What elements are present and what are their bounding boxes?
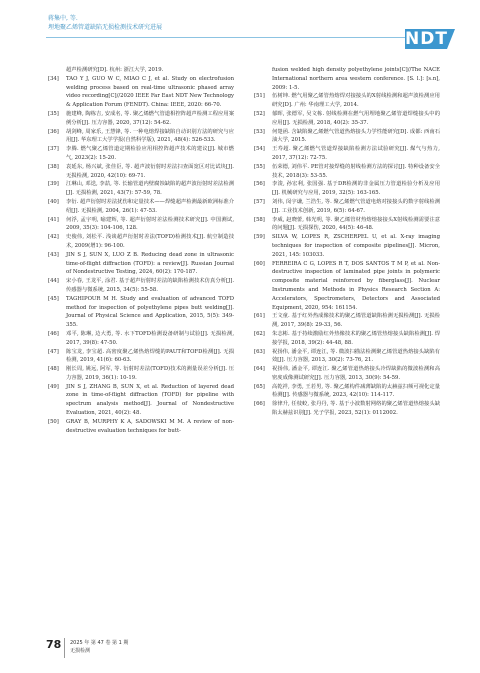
reference-text: 李浚, 孙宏利, 张国强. 基于DR检测的非金属压力管道检验分析及应用[J]. 机械研究与应用, 2019, 32(5): 163-165. bbox=[272, 181, 440, 197]
reference-number: [64] bbox=[254, 366, 265, 373]
reference-number: [44] bbox=[48, 278, 59, 285]
reference-entry bbox=[48, 365, 234, 383]
references-right-column bbox=[254, 66, 440, 418]
reference-text: 何浮, 孟宇明, 喻建辉, 等. 超声衍射时差法检测技术研究[J]. 中国测试, 2009, 35(3): 104-106, 128. bbox=[66, 216, 234, 232]
reference-entry bbox=[254, 66, 440, 92]
reference-entry bbox=[48, 180, 234, 198]
reference-text: 超声检测研究[D]. 杭州: 浙江大学, 2019. bbox=[66, 67, 164, 73]
reference-text: fusion welded high density polyethylene joints[C]//The NACE International northern area western conference. [S. l.]: [s.n], 2009: 1-5. bbox=[272, 67, 440, 91]
reference-number: [35] bbox=[48, 110, 59, 117]
reference-entry bbox=[48, 295, 234, 330]
reference-entry bbox=[254, 365, 440, 383]
reference-number: [61] bbox=[254, 313, 265, 320]
reference-number: [36] bbox=[48, 128, 59, 135]
header-divider bbox=[46, 37, 408, 38]
reference-text: 王文童. 基于红外热成像技术的聚乙烯管道缺陷检测无损检测[J]. 无损检测, 2017, 39(8): 29-33, 56. bbox=[272, 313, 440, 329]
reference-text: 陈宝龙, 李宝超. 高密度聚乙烯热熔焊缝的PAUT和TOFD检测[J]. 无损检测, 2019, 41(6): 60-63. bbox=[66, 348, 234, 364]
reference-entry bbox=[48, 198, 234, 216]
reference-entry bbox=[254, 260, 440, 313]
reference-text: 徐律升, 任枝蛟, 张丹丹, 等. 基于小波数射网络的聚乙烯管道热熔接头缺陷太赫兹识别[J]. 光子学报, 2023, 52(1): 0112002. bbox=[272, 401, 440, 417]
reference-entry bbox=[48, 145, 234, 163]
reference-text: 王寿超. 聚乙烯燃气管道焊接缺陷检测方法试验研究[J]. 煤气与热力, 2017, 37(12): 72-75. bbox=[272, 146, 440, 161]
reference-text: 邓平, 陈琳, 边大勇, 等. 水下TOFD检测设备研制与试验[J]. 无损检测, 2017, 39(8): 47-50. bbox=[66, 330, 234, 346]
reference-entry bbox=[48, 75, 234, 110]
reference-text: JIN S J, ZHANG B, SUN X, et al. Reduction of layered dead zone in time-of-flight diffraction (TOFD) for pipeline with spectrum analysis method[J]. Journal of Nondestructive Evaluation, 2021, 40(2): 48. bbox=[66, 383, 234, 417]
reference-text: 刚长周, 姚远, 阿军, 等. 衍射时差法(TOFD)技术的测量误差分析[J]. 压力容器, 2019, 36(1): 10-19. bbox=[66, 366, 234, 381]
footer-divider bbox=[64, 638, 65, 658]
reference-number: [56] bbox=[254, 181, 265, 188]
reference-entry bbox=[48, 163, 234, 181]
reference-text: 祝扬伟, 潘金平, 谭连江. 聚乙烯管道热熔接头冷焊缺陷的微波检测和高密度成像测试研究[J]. 压力容器, 2013, 30(9): 54-59. bbox=[272, 366, 440, 381]
reference-number: [43] bbox=[48, 251, 59, 258]
reference-number: [45] bbox=[48, 295, 59, 302]
reference-entry bbox=[48, 233, 234, 251]
reference-entry bbox=[48, 128, 234, 146]
reference-entry bbox=[254, 312, 440, 330]
reference-number: [62] bbox=[254, 330, 265, 337]
reference-entry bbox=[254, 330, 440, 348]
reference-entry bbox=[254, 348, 440, 366]
reference-number: [50] bbox=[48, 418, 59, 425]
reference-number: [47] bbox=[48, 348, 59, 355]
reference-entry bbox=[254, 383, 440, 401]
reference-number: [60] bbox=[254, 260, 265, 267]
reference-text: TAGHIPOUR M H. Study and evaluation of advanced TOFD method for inspection of polyethylene pipes butt welding[J]. Journal of Physical Science and Application, 2015, 5(5): 349-355. bbox=[66, 295, 234, 329]
reference-number: [49] bbox=[48, 383, 59, 390]
reference-number: [46] bbox=[48, 330, 59, 337]
reference-entry bbox=[48, 251, 234, 277]
reference-text: 刘伟, 闵宇谦, 兰浩生, 等. 聚乙烯燃气管道电熔对接接头的数字射线检测[J]. 工业技术创新, 2019, 6(5): 64-67. bbox=[272, 198, 440, 214]
reference-number: [41] bbox=[48, 216, 59, 223]
reference-number: [37] bbox=[48, 146, 59, 153]
reference-entry bbox=[48, 330, 234, 348]
reference-entry bbox=[254, 180, 440, 198]
reference-text: 高乾祥, 李勇, 王若男, 等. 聚乙烯构件减薄缺陷的太赫兹扫频可视化定量检测[J]. 传感器与微系统, 2023, 42(10): 114-117. bbox=[272, 383, 440, 399]
reference-text: 伍树坤. 燃气用聚乙烯管热熔焊对接接头的X射线检测和超声波检测应用研究[D]. 广州: 华南理工大学, 2014. bbox=[272, 93, 440, 109]
reference-number: [34] bbox=[48, 75, 59, 82]
page-header bbox=[0, 0, 480, 66]
reference-text: 李威, 赵晓蕾, 韩光明, 等. 聚乙烯管材热熔熔接接头X射线检测需要注意的问题[J]. 无损探伤, 2020, 44(5): 46-48. bbox=[272, 216, 440, 232]
reference-text: 宋小春, 王龙平, 涂君. 基于超声衍射时差法的缺陷检测技术仿真分析[J]. 传感器与微系统, 2015, 34(5): 55-58. bbox=[66, 278, 234, 293]
reference-number: [63] bbox=[254, 348, 265, 355]
reference-entry bbox=[254, 216, 440, 234]
header-title: 埋地聚乙烯管道缺陷无损检测技术研究进展 bbox=[48, 24, 163, 31]
journal-issue: 2025 年 第 47 卷 第 1 期 bbox=[70, 640, 129, 646]
reference-entry bbox=[254, 163, 440, 181]
reference-number: [39] bbox=[48, 181, 59, 188]
reference-entry bbox=[48, 418, 234, 436]
reference-number: [51] bbox=[254, 93, 265, 100]
reference-entry bbox=[48, 277, 234, 295]
reference-entry bbox=[48, 216, 234, 234]
reference-number: [57] bbox=[254, 198, 265, 205]
reference-number: [48] bbox=[48, 366, 59, 373]
reference-text: 胡剑峰, 周家乐, 王慧锋, 等. 一种电熔焊接缺陷自动识别方法的研究与应用[J]. 华东理工大学学报(自然科学版), 2021, 48(4): 526-533. bbox=[66, 128, 234, 144]
reference-entry bbox=[48, 66, 234, 75]
ndt-logo: NDT bbox=[405, 29, 448, 49]
reference-text: 何楚函. 含缺陷聚乙烯燃气管道热熔接头力学性能研究[D]. 成都: 西南石油大学, 2015. bbox=[272, 128, 440, 144]
reference-text: SILVA W, LOPES R, ZSCHERPEL U, et al. X-ray imaging techniques for inspection of composite pipelines[J]. Micron, 2021, 145: 103033. bbox=[272, 234, 440, 258]
reference-number: [38] bbox=[48, 163, 59, 170]
reference-text: 袁延东, 杨兴斌, 张佳臣, 等. 超声波衍射时差法扫查面宽区对比试块[J]. 无损检测, 2020, 42(10): 69-71. bbox=[66, 163, 234, 179]
references-left-column bbox=[48, 66, 234, 435]
reference-text: JIN S J, SUN X, LUO Z B. Reducing dead zone in ultrasonic time-of-flight diffraction (TOFD): a review[J]. Russian Journal of Nondestructive Testing, 2024, 60(2): 170-187. bbox=[66, 251, 234, 276]
reference-entry bbox=[48, 348, 234, 366]
running-header bbox=[48, 14, 162, 32]
reference-text: 朱志彬. 基于持续激励红外热像技术的聚乙烯管热熔接头缺陷检测[J]. 焊接学报, 2018, 39(2): 44-48, 88. bbox=[272, 330, 440, 346]
reference-entry bbox=[254, 128, 440, 146]
reference-text: 施建峰, 陶栋吉, 安成名, 等. 聚乙烯燃气管道相控阵超声检测工程应用案例分析[J]. 压力容器, 2020, 37(12): 54-62. bbox=[66, 110, 234, 126]
reference-text: 祝扬伟, 潘金平, 谭连江, 等. 微波扫描法检测聚乙烯管道热熔接头缺陷有效[J]. 压力容器, 2013, 30(2): 73-76, 21. bbox=[272, 348, 440, 364]
reference-text: 史俊伟, 刘松平. 浅谈超声衍射时差法(TOFD)检测技术[J]. 航空制造技术, 2009(增1): 96-100. bbox=[66, 234, 234, 249]
header-authors: 蒋集中, 等. bbox=[48, 15, 78, 22]
reference-entry bbox=[254, 198, 440, 216]
reference-number: [53] bbox=[254, 128, 265, 135]
reference-entry bbox=[254, 400, 440, 418]
reference-entry bbox=[254, 233, 440, 259]
reference-text: 江琳山, 邓迭, 李喆, 等. 长输管道内壁腐蚀缺陷的超声波衍射时差法检测[J]. 无损检测, 2021, 43(7): 57-59, 78. bbox=[66, 181, 234, 197]
reference-entry bbox=[254, 92, 440, 110]
reference-entry bbox=[48, 383, 234, 418]
reference-number: [42] bbox=[48, 234, 59, 241]
page-number: 78 bbox=[46, 638, 62, 651]
journal-name: 无损检测 bbox=[70, 648, 91, 654]
journal-info bbox=[70, 639, 128, 655]
reference-number: [66] bbox=[254, 401, 265, 408]
reference-number: [52] bbox=[254, 110, 265, 117]
reference-text: FERREIRA C G, LOPES R T, DOS SANTOS T M P, et al. Non-destructive inspection of laminated pipe joints in polymeric composite material reinforced by fiberglass[J]. Nuclear Instruments and Methods in Physics Research Section A: Accelerators, Spectrometers, Detectors and Associated Equipment, 2020, 954: 161154. bbox=[272, 260, 440, 311]
reference-number: [40] bbox=[48, 198, 59, 205]
reference-number: [55] bbox=[254, 163, 265, 170]
reference-number: [65] bbox=[254, 383, 265, 390]
reference-text: 郁晖, 张德军, 吴文栋. 射线检测在燃气用埋地聚乙烯管道焊缝接头中的应用[J]. 无损检测, 2018, 40(2): 35-37. bbox=[272, 110, 440, 126]
reference-text: 李衍. 超声衍射时差法扰伤和定量技术——焊缝超声检测最新欧洲标准介绍[J]. 无损检测, 2004, 26(1): 47-53. bbox=[66, 198, 234, 214]
reference-text: GRAY B, MURPHY K A, SADOWSKI M M. A review of non-destructive evaluation techniques for butt- bbox=[66, 418, 234, 434]
reference-entry bbox=[48, 110, 234, 128]
reference-entry bbox=[254, 110, 440, 128]
reference-number: [54] bbox=[254, 146, 265, 153]
reference-text: TAO Y J, GUO W C, MIAO C J, et al. Study on electrofusion welding process based on real-time ultrasonic phased array video recording[C]//2020 IEEE Far East NDT New Technology & Application Forum (FENDT). China: IEEE, 2020: 66-70. bbox=[66, 75, 234, 109]
reference-number: [59] bbox=[254, 234, 265, 241]
reference-text: 伍荣德, 刘伟平. PE管对接焊缝的射线检测方法的探讨[J]. 特种设备安全技术, 2018(3): 53-55. bbox=[272, 163, 440, 179]
reference-text: 李腾. 燃气聚乙烯管道定期检验应用相控阵超声技术的建议[J]. 城市燃气, 2023(2): 15-20. bbox=[66, 146, 234, 161]
reference-number: [58] bbox=[254, 216, 265, 223]
reference-entry bbox=[254, 145, 440, 163]
